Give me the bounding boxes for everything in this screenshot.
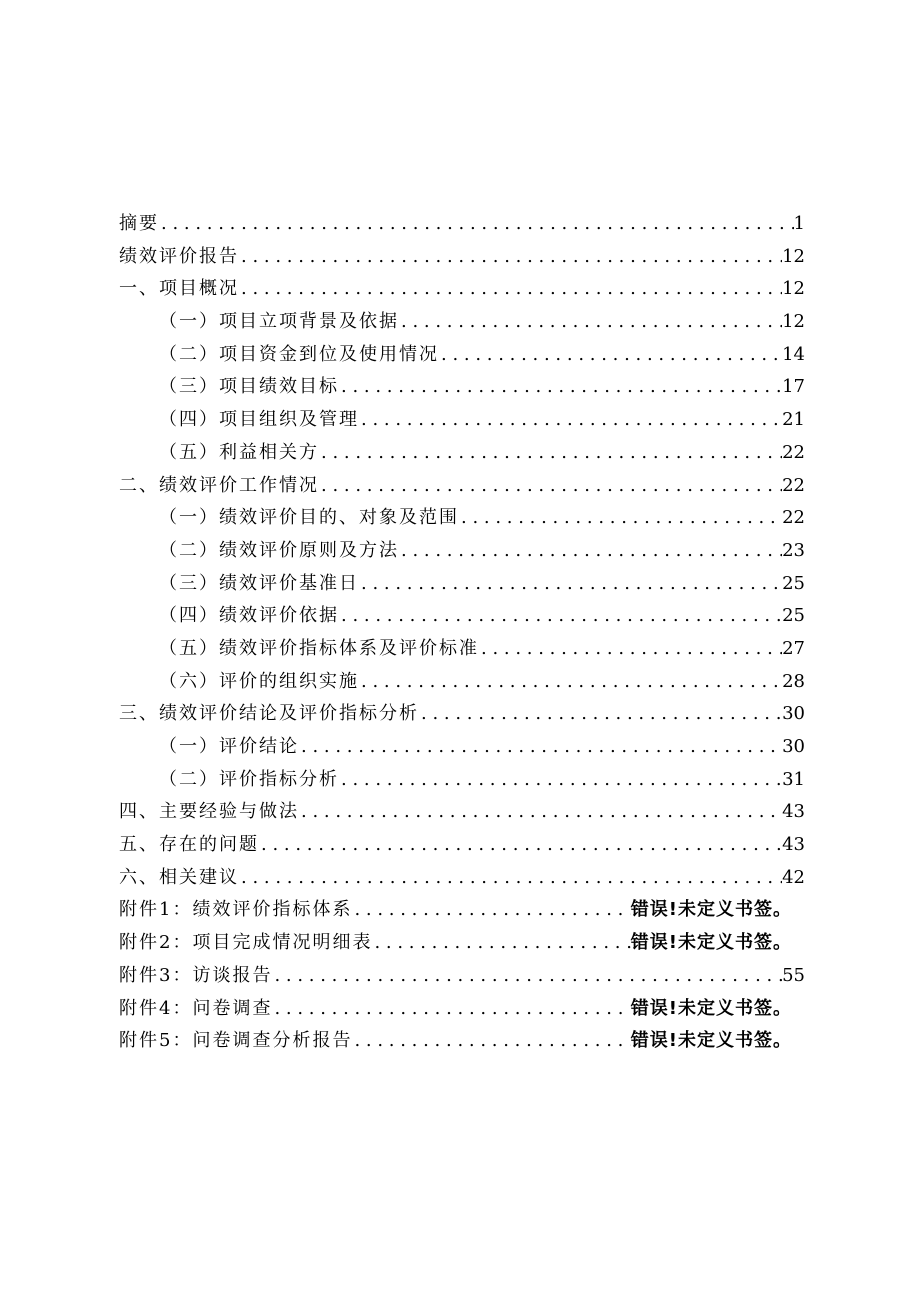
toc-dot-leader xyxy=(159,208,794,241)
toc-entry-page: 43 xyxy=(782,834,805,856)
toc-dot-leader xyxy=(319,437,782,470)
toc-entry-page: 12 xyxy=(782,245,805,267)
toc-entry-page: 43 xyxy=(782,801,805,823)
toc-entry-page: 27 xyxy=(782,637,805,659)
toc-entry[interactable] xyxy=(119,470,805,503)
toc-dot-leader xyxy=(339,600,782,633)
toc-entry[interactable] xyxy=(119,862,805,895)
toc-entry-bookmark-error: 错误!未定义书签。 xyxy=(630,932,792,954)
toc-entry-label: 附件2：项目完成情况明细表 xyxy=(119,932,373,954)
toc-dot-leader xyxy=(299,731,782,764)
toc-entry-page: 28 xyxy=(782,670,805,692)
toc-entry-page: 22 xyxy=(782,441,805,463)
toc-entry-label: 四、主要经验与做法 xyxy=(119,801,299,823)
toc-entry-label: （三）项目绩效目标 xyxy=(159,376,339,398)
toc-entry[interactable] xyxy=(119,993,792,1026)
toc-dot-leader xyxy=(439,339,782,372)
toc-dot-leader xyxy=(479,633,782,666)
toc-entry[interactable] xyxy=(119,306,805,339)
toc-entry[interactable] xyxy=(119,796,805,829)
toc-entry[interactable] xyxy=(119,241,805,274)
toc-entry-page: 23 xyxy=(782,539,805,561)
toc-entry-label: 一、项目概况 xyxy=(119,278,239,300)
toc-entry-page: 17 xyxy=(782,376,805,398)
toc-dot-leader xyxy=(239,862,782,895)
toc-entry-bookmark-error: 错误!未定义书签。 xyxy=(630,1030,792,1052)
toc-entry-page: 12 xyxy=(782,278,805,300)
toc-entry-label: （三）绩效评价基准日 xyxy=(159,572,359,594)
toc-dot-leader xyxy=(352,894,630,927)
toc-entry-label: （二）绩效评价原则及方法 xyxy=(159,539,399,561)
toc-dot-leader xyxy=(272,960,782,993)
toc-dot-leader xyxy=(339,764,782,797)
toc-entry[interactable] xyxy=(119,568,805,601)
toc-entry-label: 绩效评价报告 xyxy=(119,245,239,267)
toc-entry-label: 二、绩效评价工作情况 xyxy=(119,474,319,496)
toc-entry-label: 五、存在的问题 xyxy=(119,834,259,856)
toc-entry-page: 1 xyxy=(793,213,805,234)
toc-entry[interactable] xyxy=(119,437,805,470)
toc-dot-leader xyxy=(352,1025,630,1058)
toc-entry-label: 三、绩效评价结论及评价指标分析 xyxy=(119,703,419,725)
toc-dot-leader xyxy=(272,993,630,1026)
toc-entry-label: 附件4：问卷调查 xyxy=(119,997,273,1019)
toc-entry[interactable] xyxy=(119,666,805,699)
toc-entry[interactable] xyxy=(119,1025,792,1058)
toc-dot-leader xyxy=(459,502,782,535)
toc-entry[interactable] xyxy=(119,960,805,993)
toc-entry-label: 附件5：问卷调查分析报告 xyxy=(119,1030,353,1052)
toc-entry[interactable] xyxy=(119,371,805,404)
toc-entry[interactable] xyxy=(119,535,805,568)
toc-entry-page: 25 xyxy=(782,572,805,594)
toc-entry-page: 21 xyxy=(782,409,805,431)
toc-dot-leader xyxy=(359,666,782,699)
toc-entry-label: （一）项目立项背景及依据 xyxy=(159,311,399,333)
toc-dot-leader xyxy=(319,470,782,503)
toc-entry-label: （一）绩效评价目的、对象及范围 xyxy=(159,507,459,529)
toc-entry[interactable] xyxy=(119,273,805,306)
toc-dot-leader xyxy=(399,306,782,339)
toc-entry-page: 25 xyxy=(782,605,805,627)
toc-entry[interactable] xyxy=(119,731,805,764)
toc-entry-page: 22 xyxy=(782,507,805,529)
toc-dot-leader xyxy=(239,241,782,274)
toc-dot-leader xyxy=(372,927,630,960)
toc-entry-page: 22 xyxy=(782,474,805,496)
toc-entry-page: 14 xyxy=(782,343,805,365)
toc-entry-label: （五）利益相关方 xyxy=(159,441,319,463)
toc-entry[interactable] xyxy=(119,502,805,535)
toc-entry-label: （六）评价的组织实施 xyxy=(159,670,359,692)
toc-entry[interactable] xyxy=(119,764,805,797)
toc-entry[interactable] xyxy=(119,600,805,633)
toc-entry[interactable] xyxy=(119,927,792,960)
toc-entry-label: （二）评价指标分析 xyxy=(159,768,339,790)
toc-entry-label: （一）评价结论 xyxy=(159,736,299,757)
toc-dot-leader xyxy=(359,404,782,437)
toc-entry-label: （四）项目组织及管理 xyxy=(159,409,359,431)
toc-entry-page: 31 xyxy=(782,768,805,790)
toc-entry[interactable] xyxy=(119,339,805,372)
toc-dot-leader xyxy=(339,371,782,404)
toc-entry-page: 42 xyxy=(782,866,805,888)
toc-entry-label: （五）绩效评价指标体系及评价标准 xyxy=(159,637,479,659)
toc-dot-leader xyxy=(359,568,782,601)
toc-entry-label: （四）绩效评价依据 xyxy=(159,605,339,627)
toc-entry[interactable] xyxy=(119,829,805,862)
toc-entry-label: 摘要 xyxy=(119,213,159,234)
toc-entry[interactable] xyxy=(119,894,792,927)
toc-entry-bookmark-error: 错误!未定义书签。 xyxy=(630,997,792,1019)
toc-entry[interactable] xyxy=(119,698,805,731)
toc-entry-label: 附件1：绩效评价指标体系 xyxy=(119,899,353,921)
toc-entry-page: 30 xyxy=(782,703,805,725)
toc-dot-leader xyxy=(239,273,782,306)
toc-dot-leader xyxy=(299,796,782,829)
toc-entry-label: 六、相关建议 xyxy=(119,866,239,888)
toc-entry-bookmark-error: 错误!未定义书签。 xyxy=(630,899,792,921)
toc-entry-label: （二）项目资金到位及使用情况 xyxy=(159,343,439,365)
table-of-contents xyxy=(119,208,805,1058)
toc-dot-leader xyxy=(419,698,782,731)
toc-dot-leader xyxy=(399,535,782,568)
toc-entry[interactable] xyxy=(119,633,805,666)
toc-entry[interactable] xyxy=(119,208,805,241)
toc-entry-label: 附件3：访谈报告 xyxy=(119,964,273,986)
toc-entry-page: 12 xyxy=(782,311,805,333)
toc-entry-page: 30 xyxy=(782,736,805,757)
toc-entry-page: 55 xyxy=(782,964,805,986)
toc-entry[interactable] xyxy=(119,404,805,437)
toc-dot-leader xyxy=(259,829,782,862)
